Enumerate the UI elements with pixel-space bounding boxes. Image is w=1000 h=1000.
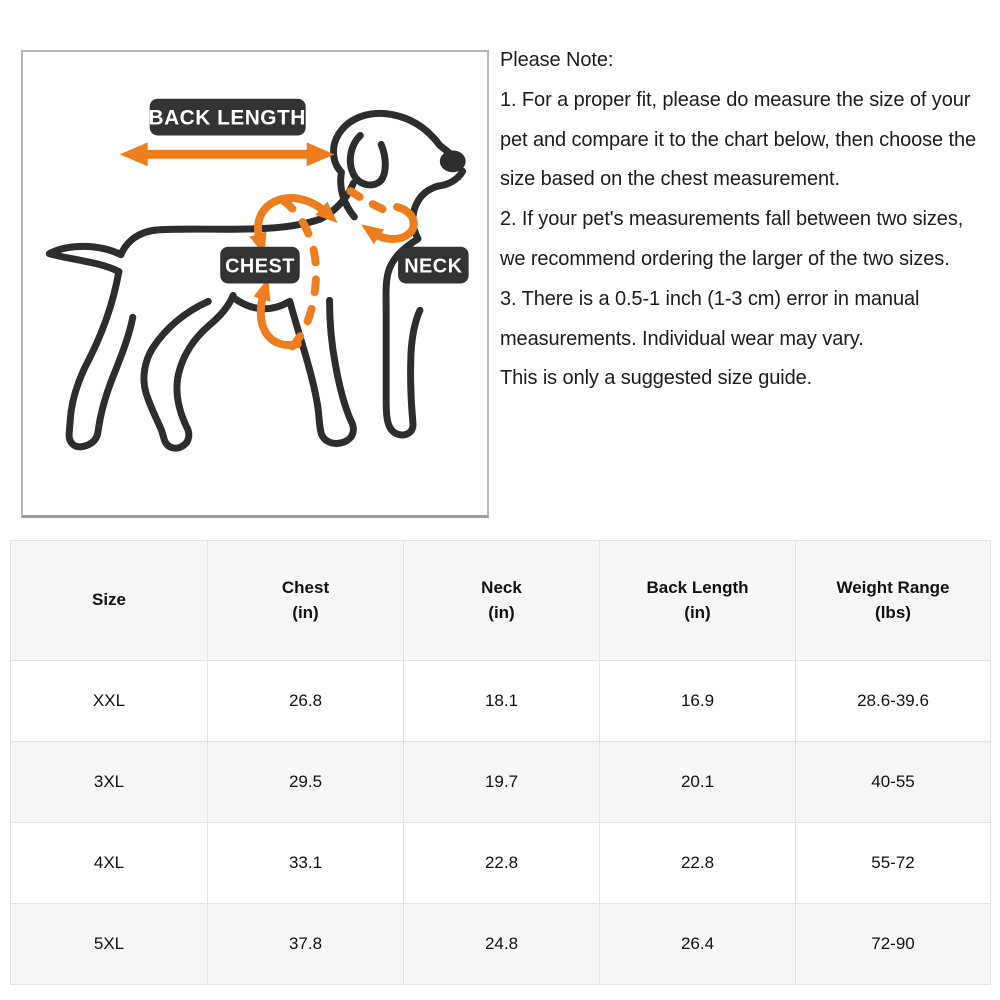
- table-row-5xl: [11, 904, 991, 985]
- cell-chest: 26.8: [208, 661, 404, 742]
- header-unit: (lbs): [875, 602, 911, 622]
- header-label: Chest: [281, 577, 330, 597]
- dog-mouth: [438, 171, 463, 186]
- dog-near-hind-leg: [144, 295, 233, 448]
- cell-weight-range: 72-90: [796, 904, 991, 985]
- dog-measurement-diagram: [21, 50, 489, 518]
- dog-far-front-leg: [290, 300, 354, 443]
- table-header-row: [11, 541, 991, 661]
- size-table-section: [10, 540, 990, 985]
- dog-nose: [440, 150, 466, 172]
- notes-title: Please Note:: [500, 49, 614, 71]
- neck-label: NECK: [404, 255, 463, 278]
- note-line: 1. For a proper fit, please do measure the size of your: [500, 88, 971, 111]
- cell-neck: 19.7: [404, 742, 600, 823]
- header-label: Size: [91, 590, 127, 610]
- header-unit: (in): [292, 602, 319, 622]
- cell-chest: 29.5: [208, 742, 404, 823]
- cell-back-length: 26.4: [600, 904, 796, 985]
- dog-far-hind-leg: [69, 272, 133, 447]
- note-line: we recommend ordering the larger of the two sizes.: [500, 247, 950, 270]
- cell-weight-range: 55-72: [796, 823, 991, 904]
- cell-weight-range: 40-55: [796, 742, 991, 823]
- cell-size: XXL: [11, 661, 208, 742]
- cell-chest: 33.1: [208, 823, 404, 904]
- note-line: This is only a suggested size guide.: [500, 367, 813, 390]
- cell-back-length: 20.1: [600, 742, 796, 823]
- dog-tail: [49, 246, 121, 271]
- cell-weight-range: 28.6-39.6: [796, 661, 991, 742]
- header-cell-chest: [208, 541, 404, 661]
- dog-illustration: [23, 52, 487, 515]
- back-length-label: BACK LENGTH: [148, 106, 306, 130]
- note-line: pet and compare it to the chart below, then choose the: [500, 128, 977, 151]
- header-label: Back Length: [646, 577, 749, 597]
- cell-neck: 22.8: [404, 823, 600, 904]
- header-label: Neck: [481, 577, 522, 597]
- cell-size: 3XL: [11, 742, 208, 823]
- header-cell-back-length: [600, 541, 796, 661]
- cell-chest: 37.8: [208, 904, 404, 985]
- cell-back-length: 16.9: [600, 661, 796, 742]
- header-cell-size: [11, 541, 208, 661]
- header-label: Weight Range: [836, 577, 950, 597]
- header-unit: (in): [488, 602, 515, 622]
- note-line: 3. There is a 0.5-1 inch (1-3 cm) error in manual: [500, 287, 920, 310]
- header-cell-neck: [404, 541, 600, 661]
- size-table: [10, 540, 991, 985]
- dog-jaw-neck-front: [413, 186, 438, 239]
- cell-neck: 18.1: [404, 661, 600, 742]
- note-line: size based on the chest measurement.: [500, 168, 840, 191]
- chest-label: CHEST: [225, 255, 295, 278]
- notes-section: [500, 41, 998, 399]
- note-line: measurements. Individual wear may vary.: [500, 327, 864, 350]
- table-row-4xl: [11, 823, 991, 904]
- cell-back-length: 22.8: [600, 823, 796, 904]
- cell-neck: 24.8: [404, 904, 600, 985]
- cell-size: 4XL: [11, 823, 208, 904]
- header-unit: (in): [684, 602, 711, 622]
- cell-size: 5XL: [11, 904, 208, 985]
- header-cell-weight-range: [796, 541, 991, 661]
- neck-girth-dashed-arc: [350, 191, 387, 211]
- dog-ear: [350, 135, 385, 184]
- note-line: 2. If your pet's measurements fall between two sizes,: [500, 208, 964, 231]
- table-row-xxl: [11, 661, 991, 742]
- table-row-3xl: [11, 742, 991, 823]
